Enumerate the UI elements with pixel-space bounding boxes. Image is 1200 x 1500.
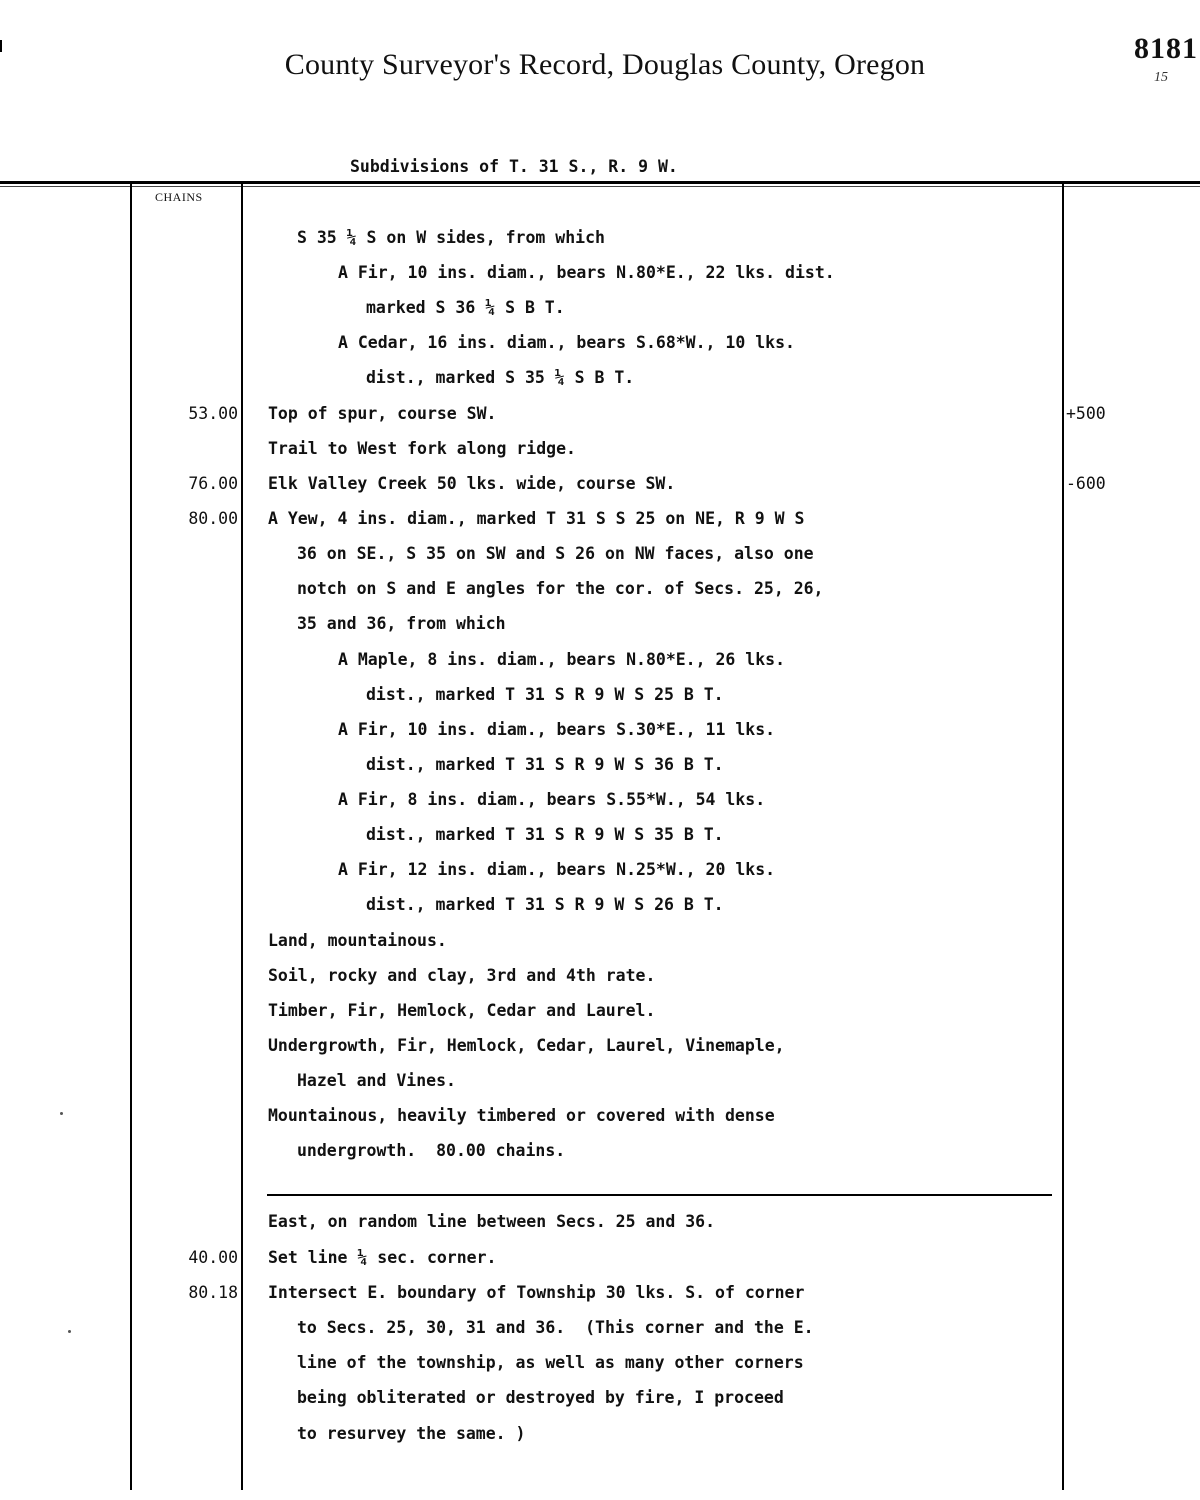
note-line: dist., marked S 35 ¼ S B T. — [366, 368, 635, 387]
note-line: marked S 36 ¼ S B T. — [366, 298, 565, 317]
note-line: A Cedar, 16 ins. diam., bears S.68*W., 10 lks. — [338, 333, 795, 352]
elevation-value: +500 — [1066, 404, 1106, 423]
right-margin-line — [1062, 184, 1064, 1490]
note-line: dist., marked T 31 S R 9 W S 26 B T. — [366, 895, 724, 914]
note-line: Soil, rocky and clay, 3rd and 4th rate. — [268, 966, 656, 985]
section-divider — [267, 1194, 1052, 1196]
chain-value: 80.00 — [188, 509, 238, 528]
note-line: dist., marked T 31 S R 9 W S 36 B T. — [366, 755, 724, 774]
chain-value: 53.00 — [188, 404, 238, 423]
note-line: Land, mountainous. — [268, 931, 447, 950]
note-line: Timber, Fir, Hemlock, Cedar and Laurel. — [268, 1001, 656, 1020]
chain-value: 80.18 — [188, 1283, 238, 1302]
note-line: A Maple, 8 ins. diam., bears N.80*E., 26 lks. — [338, 650, 786, 669]
note-line: notch on S and E angles for the cor. of Secs. 25, 26, — [297, 579, 824, 598]
left-margin-line — [130, 184, 132, 1490]
note-line: Undergrowth, Fir, Hemlock, Cedar, Laurel, Vinemaple, — [268, 1036, 785, 1055]
page-title: County Surveyor's Record, Douglas County, Oregon — [284, 48, 926, 81]
note-line: Mountainous, heavily timbered or covered with dense — [268, 1106, 775, 1125]
page-number: 8181 — [1134, 32, 1198, 65]
header-rule — [0, 181, 1200, 184]
note-line: undergrowth. 80.00 chains. — [297, 1141, 566, 1160]
note-line: A Yew, 4 ins. diam., marked T 31 S S 25 on NE, R 9 W S — [268, 509, 805, 528]
note-line: A Fir, 10 ins. diam., bears N.80*E., 22 lks. dist. — [338, 263, 835, 282]
scan-speck — [60, 1112, 63, 1115]
note-line: to Secs. 25, 30, 31 and 36. (This corner and the E. — [297, 1318, 814, 1337]
note-line: dist., marked T 31 S R 9 W S 35 B T. — [366, 825, 724, 844]
section-title: Subdivisions of T. 31 S., R. 9 W. — [350, 157, 678, 176]
header-rule-thin — [0, 186, 1200, 187]
note-line: 35 and 36, from which — [297, 614, 506, 633]
note-line: Elk Valley Creek 50 lks. wide, course SW. — [268, 474, 676, 493]
elevation-value: -600 — [1066, 474, 1106, 493]
note-line: dist., marked T 31 S R 9 W S 25 B T. — [366, 685, 724, 704]
note-line: Trail to West fork along ridge. — [268, 439, 576, 458]
note-line: A Fir, 8 ins. diam., bears S.55*W., 54 lks. — [338, 790, 766, 809]
chains-column-line — [241, 184, 243, 1490]
chain-value: 40.00 — [188, 1248, 238, 1267]
chain-value: 76.00 — [188, 474, 238, 493]
note-line: S 35 ¼ S on W sides, from which — [297, 228, 605, 247]
note-line: Set line ¼ sec. corner. — [268, 1248, 497, 1267]
chains-column-label: CHAINS — [155, 190, 203, 204]
note-line: 36 on SE., S 35 on SW and S 26 on NW faces, also one — [297, 544, 814, 563]
scan-speck — [68, 1330, 71, 1333]
note-line: Hazel and Vines. — [297, 1071, 456, 1090]
note-line: East, on random line between Secs. 25 and 36. — [268, 1212, 716, 1231]
note-line: Intersect E. boundary of Township 30 lks. S. of corner — [268, 1283, 805, 1302]
note-line: to resurvey the same. ) — [297, 1424, 526, 1443]
page-number-annotation: 15 — [1154, 70, 1168, 85]
note-line: line of the township, as well as many other corners — [297, 1353, 804, 1372]
note-line: A Fir, 10 ins. diam., bears S.30*E., 11 lks. — [338, 720, 776, 739]
note-line: A Fir, 12 ins. diam., bears N.25*W., 20 lks. — [338, 860, 776, 879]
note-line: Top of spur, course SW. — [268, 404, 497, 423]
note-line: being obliterated or destroyed by fire, I proceed — [297, 1388, 784, 1407]
